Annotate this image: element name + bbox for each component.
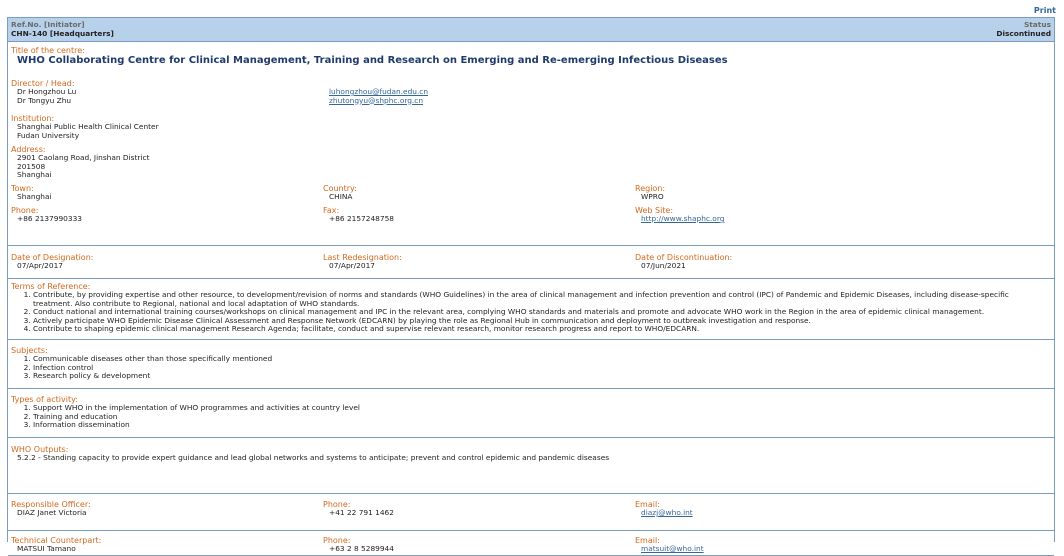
- website-label: Web Site:: [635, 206, 674, 215]
- discontinuation-label: Date of Discontinuation:: [635, 253, 733, 262]
- record-header: [8, 18, 1054, 42]
- technical-email-label: Email:: [635, 536, 660, 545]
- terms-label: Terms of Reference:: [11, 282, 91, 291]
- designation-date: 07/Apr/2017: [17, 261, 63, 270]
- main-info-section: [8, 42, 1054, 246]
- town-value: Shanghai: [17, 192, 52, 201]
- activity-section: [8, 389, 1054, 438]
- director-name: Dr Hongzhou Lu: [17, 87, 77, 96]
- phone-label: Phone:: [11, 206, 39, 215]
- institution-line: Shanghai Public Health Clinical Center: [17, 122, 159, 131]
- address-line: 2901 Caolang Road, Jinshan District: [17, 153, 150, 162]
- subjects-label: Subjects:: [11, 346, 48, 355]
- dates-section: [8, 246, 1054, 279]
- title-label: Title of the centre:: [11, 46, 85, 55]
- subjects-section: [8, 340, 1054, 389]
- responsible-email-link[interactable]: diazj@who.int: [641, 508, 693, 517]
- redesignation-date: 07/Apr/2017: [329, 261, 375, 270]
- technical-counterpart-section: [8, 531, 1054, 556]
- country-value: CHINA: [329, 192, 353, 201]
- terms-list: [11, 291, 1048, 334]
- activity-list: [11, 404, 360, 430]
- phone-value: +86 2137990333: [17, 214, 82, 223]
- ref-label: Ref.No. [Initiator]: [11, 20, 85, 29]
- fax-label: Fax:: [323, 206, 340, 215]
- list-item: 1. Communicable diseases other than those specifically mentioned: [33, 355, 272, 364]
- address-line: 201508: [17, 161, 46, 171]
- designation-label: Date of Designation:: [11, 253, 94, 262]
- responsible-email-label: Email:: [635, 500, 660, 509]
- outputs-section: [8, 438, 1054, 494]
- subjects-list: [11, 355, 272, 381]
- director-name: Dr Tongyu Zhu: [17, 95, 72, 105]
- list-item: 4. Contribute to shaping epidemic clinical management Research Agenda; facilitate, conduct and supervise relevant research, monitor research progress and report to WHO/EDCARN.: [33, 325, 1048, 334]
- centre-record: [7, 17, 1055, 553]
- responsible-phone: +41 22 791 1462: [329, 508, 394, 517]
- outputs-value: 5.2.2 - Standing capacity to provide expert guidance and lead global networks and systems to anticipate; prevent and control epidemic and pandemic diseases: [17, 453, 610, 462]
- list-item: 2. Infection control: [33, 364, 272, 373]
- list-item: 1. Support WHO in the implementation of WHO programmes and activities at country level: [33, 404, 360, 413]
- redesignation-label: Last Redesignation:: [323, 253, 402, 262]
- institution-label: Institution:: [11, 114, 55, 123]
- technical-phone: +63 2 8 5289944: [329, 544, 394, 553]
- technical-phone-label: Phone:: [323, 536, 351, 545]
- responsible-officer-section: [8, 494, 1054, 531]
- discontinuation-date: 07/Jun/2021: [641, 261, 686, 270]
- fax-value: +86 2157248758: [329, 214, 394, 223]
- address-line: Shanghai: [17, 170, 52, 180]
- technical-name: MATSUI Tamano: [17, 544, 76, 553]
- region-value: WPRO: [641, 192, 664, 201]
- list-item: 2. Conduct national and international training courses/workshops on clinical management and IPC in the relevant area, complying WHO standards and materials and promote and advocate WHO work in the Region in the area of epidemic clinical management.: [33, 308, 1048, 317]
- director-email-link[interactable]: zhutongyu@shphc.org.cn: [329, 95, 424, 105]
- list-item: 1. Contribute, by providing expertise and other resource, to development/revision of norms and standards (WHO Guidelines) in the area of clinical management and infection prevention and control (IPC) of Pandemic and Epidemic Diseases, including disease-specific treatment. Also contribute to Regional, national and local adaptation of WHO standards.: [33, 291, 1048, 308]
- director-label: Director / Head:: [11, 79, 75, 88]
- address-label: Address:: [11, 145, 46, 154]
- region-label: Region:: [635, 184, 666, 193]
- list-item: 2. Training and education: [33, 413, 360, 422]
- centre-title: WHO Collaborating Centre for Clinical Management, Training and Research on Emerging and Re-emerging Infectious Diseases: [17, 55, 728, 66]
- terms-section: [8, 279, 1054, 340]
- outputs-label: WHO Outputs:: [11, 445, 69, 454]
- status-label: Status: [1023, 20, 1051, 29]
- director-email-link[interactable]: luhongzhou@fudan.edu.cn: [329, 87, 429, 96]
- print-link[interactable]: Print: [1033, 6, 1056, 15]
- status-value: Discontinued: [996, 29, 1051, 38]
- activity-label: Types of activity:: [11, 395, 78, 404]
- country-label: Country:: [323, 184, 357, 193]
- responsible-name: DIAZ Janet Victoria: [17, 508, 87, 517]
- institution-line: Fudan University: [17, 130, 80, 140]
- responsible-label: Responsible Officer:: [11, 500, 91, 509]
- list-item: 3. Research policy & development: [33, 372, 272, 381]
- town-label: Town:: [11, 184, 34, 193]
- technical-email-link[interactable]: matsuit@who.int: [641, 544, 704, 553]
- responsible-phone-label: Phone:: [323, 500, 351, 509]
- ref-value: CHN-140 [Headquarters]: [11, 29, 114, 38]
- technical-label: Technical Counterpart:: [11, 536, 102, 545]
- website-link[interactable]: http://www.shaphc.org: [641, 214, 725, 223]
- list-item: 3. Actively participate WHO Epidemic Disease Clinical Assessment and Response Network (EDCARN) by playing the role as Regional Hub in communication and deployment to outbreak investigation and response.: [33, 317, 1048, 326]
- list-item: 3. Information dissemination: [33, 421, 360, 430]
